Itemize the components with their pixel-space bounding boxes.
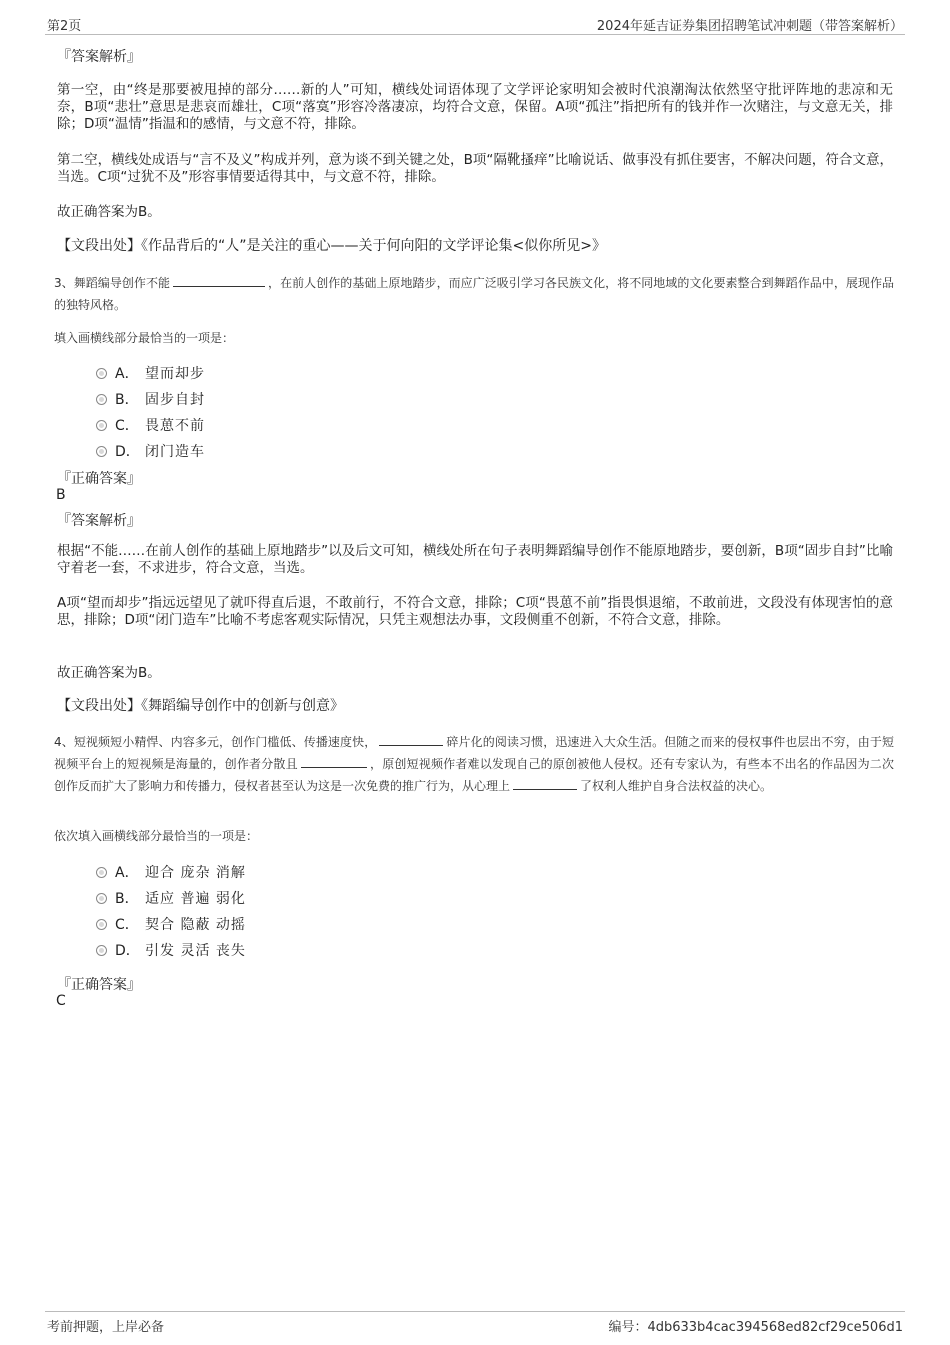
radio-button-icon[interactable] (96, 368, 107, 379)
option-letter: B． (115, 392, 139, 408)
option-letter: B． (115, 891, 139, 907)
option-text: 畏葸不前 (145, 418, 205, 434)
q3-question (54, 272, 894, 316)
q3-instruction: 填入画横线部分最恰当的一项是： (54, 331, 235, 345)
q2-analysis-label: 『答案解析』 (57, 49, 141, 65)
radio-button-icon[interactable] (96, 446, 107, 457)
option-text: 适应 普遍 弱化 (145, 891, 246, 907)
option-letter: A． (115, 865, 139, 881)
q4-correct-label: 『正确答案』 (57, 977, 141, 993)
q2-analysis-para1: 第一空，由“终是那要被甩掉的部分……新的人”可知，横线处词语体现了文学评论家明知会被时代浪潮淘汰依然坚守批评阵地的悲凉和无奈，B项“悲壮”意思是悲哀而雄壮，C项“落寞”形容冷落凄凉，均符合文意，保留。A项“孤注”指把所有的钱并作一次赌注，与文意无关，排除；D项“温情”指温和的感情，与文意不符，排除。 (57, 82, 893, 132)
q3-analysis-para2: A项“望而却步”指远远望见了就吓得直后退，不敢前行，不符合文意，排除；C项“畏葸不前”指畏惧退缩，不敢前进，文段没有体现害怕的意思，排除；D项“闭门造车”比喻不考虑客观实际情况，只凭主观想法办事，文段侧重不创新，不符合文意，排除。 (57, 595, 893, 628)
q3-analysis-para1: 根据“不能……在前人创作的基础上原地踏步”以及后文可知，横线处所在句子表明舞蹈编导创作不能原地踏步，要创新，B项“固步自封”比喻守着老一套，不求进步，符合文意，当选。 (57, 543, 893, 576)
q3-blank (173, 274, 265, 287)
option-text: 闭门造车 (145, 444, 205, 460)
document-title: 2024年延吉证券集团招聘笔试冲刺题（带答案解析） (596, 19, 903, 34)
option-text: 契合 隐蔽 动摇 (145, 917, 246, 933)
radio-button-icon[interactable] (96, 893, 107, 904)
option-letter: C． (115, 418, 139, 434)
option-letter: D． (115, 444, 140, 460)
q4-text-part1: 4、短视频短小精悍、内容多元，创作门槛低、传播速度快， (54, 735, 377, 749)
q2-analysis-para2: 第二空，横线处成语与“言不及义”构成并列，意为谈不到关键之处，B项“隔靴搔痒”比喻说话、做事没有抓住要害，不解决问题，符合文意，当选。C项“过犹不及”形容事情要适得其中，与文意不符，排除。 (57, 152, 893, 185)
q3-correct-label: 『正确答案』 (57, 471, 141, 487)
footer-slogan: 考前押题，上岸必备 (47, 1320, 165, 1335)
document-code (608, 1316, 903, 1335)
q4-question (54, 731, 894, 797)
q4-text-part3: ，原创短视频作者难以发现自己的原创被他人侵权。还有专家认为，有些本不出名的作品因为二次创作反而扩大了影响力和传播力，侵权者甚至认为这是一次免费的推广行为，从心理上 (54, 757, 894, 793)
q4-instruction: 依次填入画横线部分最恰当的一项是： (54, 829, 259, 843)
option-letter: C． (115, 917, 139, 933)
q4-text-part2: 碎片化的阅读习惯，迅速进入大众生活。但随之而来的侵权事件也层出不穷，由于短视频平台上的短视频是海量的，创作者分散且 (54, 735, 894, 771)
radio-button-icon[interactable] (96, 420, 107, 431)
page-footer (45, 1311, 905, 1334)
q3-source: 【文段出处】《舞蹈编导创作中的创新与创意》 (57, 698, 344, 714)
code-label: 编号： (608, 1320, 648, 1335)
radio-button-icon[interactable] (96, 394, 107, 405)
radio-button-icon[interactable] (96, 867, 107, 878)
option-letter: A． (115, 366, 139, 382)
option-text: 固步自封 (145, 392, 205, 408)
q4-blank-2 (301, 755, 367, 768)
q4-blank-3 (513, 777, 577, 790)
q3-analysis-label: 『答案解析』 (57, 513, 141, 529)
q3-text-before: 3、舞蹈编导创作不能 (54, 276, 171, 290)
option-letter: D． (115, 943, 140, 959)
q3-text-after: ，在前人创作的基础上原地踏步，而应广泛吸引学习各民族文化，将不同地域的文化要素整合到舞蹈作品中，展现作品的独特风格。 (54, 276, 894, 312)
q2-source: 【文段出处】《作品背后的“人”是关注的重心——关于何向阳的文学评论集<似你所见>》 (57, 238, 606, 254)
option-text: 望而却步 (145, 366, 205, 382)
q2-conclusion: 故正确答案为B。 (57, 204, 161, 220)
q4-correct-answer: C (56, 993, 66, 1009)
q3-correct-answer: B (56, 487, 66, 503)
page-number: 第2页 (47, 19, 82, 34)
q3-conclusion: 故正确答案为B。 (57, 665, 161, 681)
code-value: 4db633b4cac394568ed82cf29ce506d1 (647, 1320, 903, 1335)
radio-button-icon[interactable] (96, 945, 107, 956)
q4-blank-1 (379, 733, 443, 746)
page-header (45, 14, 905, 35)
q4-text-part4: 了权利人维护自身合法权益的决心。 (580, 779, 773, 793)
option-text: 迎合 庞杂 消解 (145, 865, 246, 881)
radio-button-icon[interactable] (96, 919, 107, 930)
option-text: 引发 灵活 丧失 (145, 943, 246, 959)
